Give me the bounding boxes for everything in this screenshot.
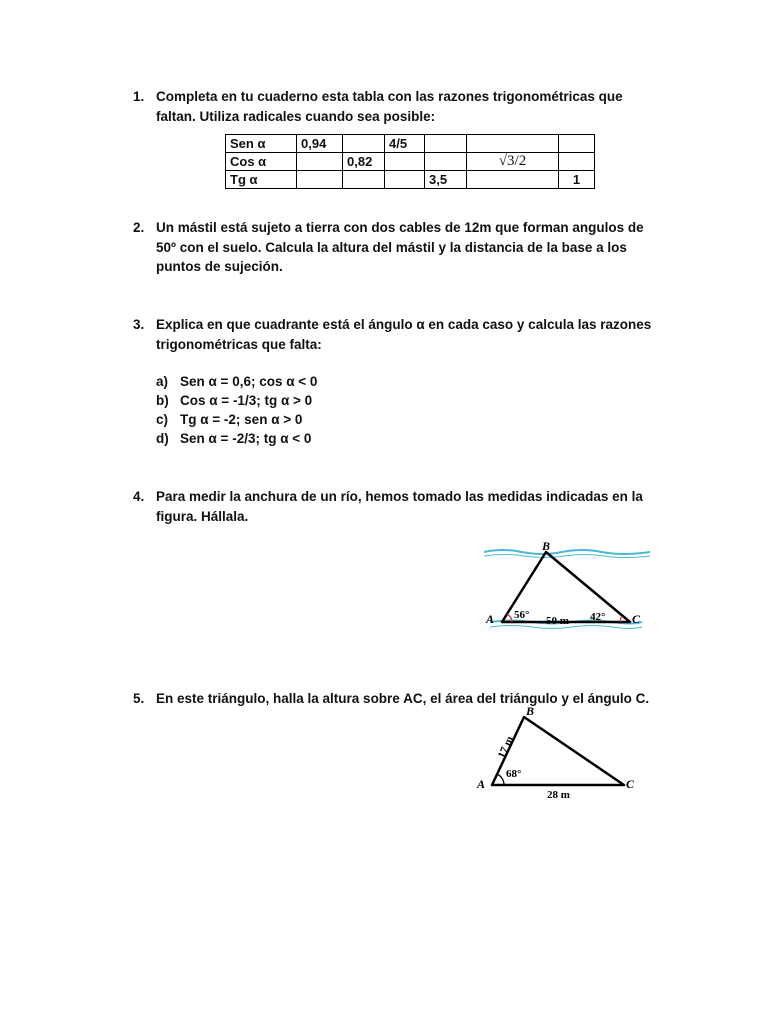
item-label: d) xyxy=(156,431,169,446)
question-line: 50º con el suelo. Calcula la altura del mástil y la distancia de la base a los xyxy=(156,239,627,255)
river-triangle-figure xyxy=(482,538,652,634)
trig-ratios-table xyxy=(225,134,595,189)
table-cell xyxy=(467,135,559,153)
table-cell xyxy=(467,171,559,189)
question-line: En este triángulo, halla la altura sobre AC, el área del triángulo y el ángulo C. xyxy=(156,691,650,706)
angle-a-label: 68° xyxy=(506,768,522,780)
table-cell xyxy=(343,135,385,153)
table-row xyxy=(226,135,595,153)
question-line: Completa en tu cuaderno esta tabla con las razones trigonométricas que xyxy=(156,89,623,104)
question-number: 5. xyxy=(133,691,145,706)
question-line: Explica en que cuadrante está el ángulo α en cada caso y calcula las razones xyxy=(156,317,652,332)
table-cell xyxy=(385,153,425,171)
item-text: Sen α = -2/3; tg α < 0 xyxy=(180,431,312,446)
item-text: Sen α = 0,6; cos α < 0 xyxy=(180,374,318,389)
question-number: 1. xyxy=(133,89,145,104)
table-cell xyxy=(297,153,343,171)
item-label: a) xyxy=(156,374,169,389)
angle-a-label: 56° xyxy=(514,609,530,621)
river-triangle-svg xyxy=(482,538,652,634)
side-ab-label: 17 m xyxy=(495,734,517,761)
table-cell: 3,5 xyxy=(425,171,467,189)
item-label: b) xyxy=(156,393,169,408)
table-row xyxy=(226,171,595,189)
table-cell xyxy=(385,171,425,189)
item-text: Tg α = -2; sen α > 0 xyxy=(180,412,303,427)
table-cell: 0,82 xyxy=(343,153,385,171)
question-text xyxy=(156,87,653,126)
question-text xyxy=(156,315,653,354)
angle-a-arc xyxy=(497,774,504,785)
question-3 xyxy=(133,315,653,355)
question-2 xyxy=(133,218,653,278)
row-label: Tg α xyxy=(226,171,297,189)
triangle-figure xyxy=(474,701,646,801)
vertex-c-label: C xyxy=(632,612,641,626)
question-1 xyxy=(133,87,653,127)
table-cell xyxy=(425,153,467,171)
question-number: 4. xyxy=(133,489,145,504)
question-line: Un mástil está sujeto a tierra con dos cables de 12m que forman angulos de xyxy=(156,220,644,235)
item-label: c) xyxy=(156,412,169,427)
vertex-b-label: B xyxy=(542,539,551,553)
question-line: figura. Hállala. xyxy=(156,508,249,524)
table-cell: 0,94 xyxy=(297,135,343,153)
vertex-a-label: A xyxy=(477,777,486,791)
table-cell: √3/2 xyxy=(467,153,559,171)
row-label: Cos α xyxy=(226,153,297,171)
question-line: trigonométricas que falta: xyxy=(156,336,322,352)
vertex-a-label: A xyxy=(486,612,495,626)
vertex-b-label: B xyxy=(526,704,535,718)
question-number: 2. xyxy=(133,220,145,235)
item-text: Cos α = -1/3; tg α > 0 xyxy=(180,393,313,408)
question-4 xyxy=(133,487,653,527)
table-cell xyxy=(297,171,343,189)
question-line: puntos de sujeción. xyxy=(156,259,283,274)
question-number: 3. xyxy=(133,317,145,332)
table-cell: 1 xyxy=(559,171,595,189)
table-cell: 4/5 xyxy=(385,135,425,153)
question-line: Para medir la anchura de un río, hemos tomado las medidas indicadas en la xyxy=(156,489,643,504)
river-top-bank xyxy=(484,550,650,554)
table-cell xyxy=(559,135,595,153)
base-label: 50 m xyxy=(546,615,569,627)
table-row xyxy=(226,153,595,171)
question-text xyxy=(156,487,653,526)
vertex-c-label: C xyxy=(626,777,635,791)
triangle-svg xyxy=(474,701,646,801)
angle-c-label: 42° xyxy=(590,611,606,623)
base-label: 28 m xyxy=(547,789,570,801)
table-cell xyxy=(425,135,467,153)
table-cell xyxy=(559,153,595,171)
question-line: faltan. Utiliza radicales cuando sea posible: xyxy=(156,108,436,124)
table-cell xyxy=(343,171,385,189)
question-text xyxy=(156,218,653,277)
row-label: Sen α xyxy=(226,135,297,153)
